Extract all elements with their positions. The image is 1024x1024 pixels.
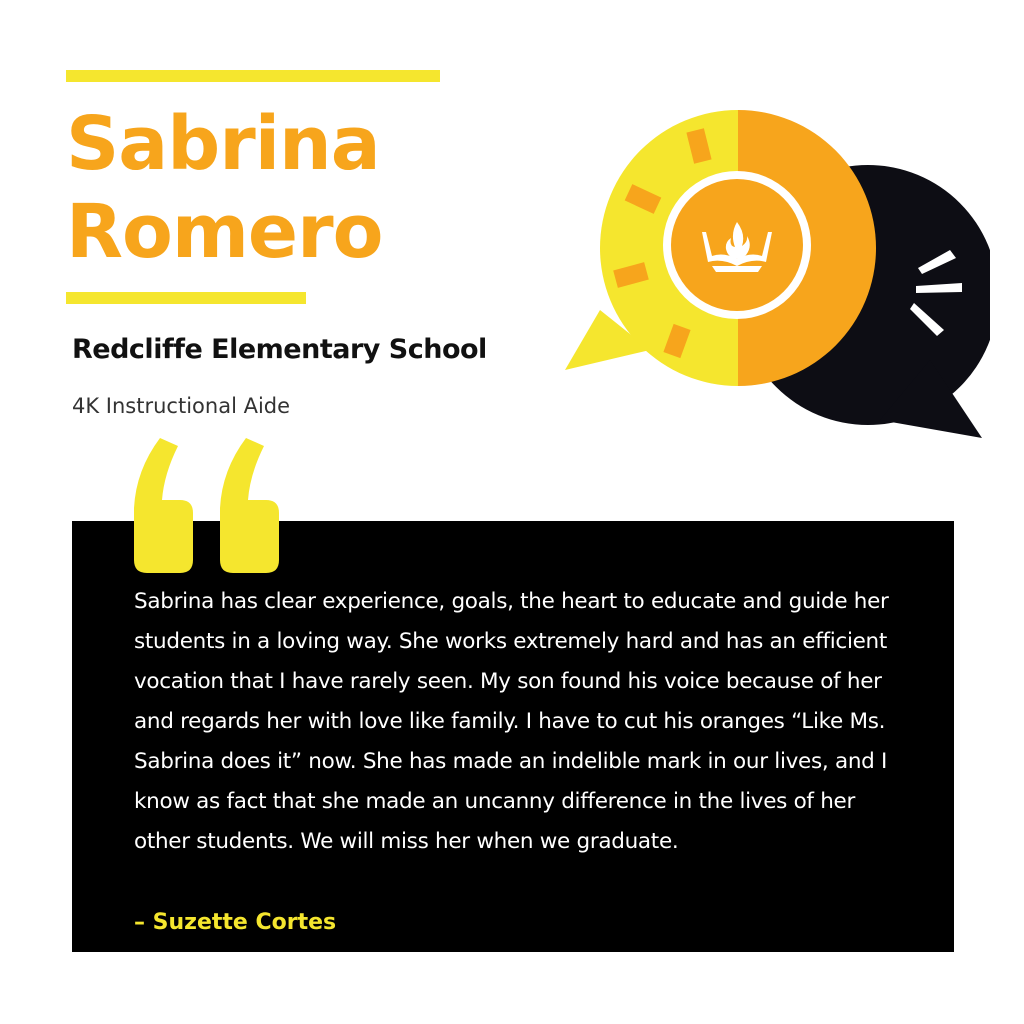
top-accent-bar bbox=[66, 70, 440, 82]
quote-mark-icon bbox=[130, 434, 290, 576]
school-name: Redcliffe Elementary School bbox=[72, 334, 487, 365]
person-name bbox=[66, 100, 382, 276]
first-name: Sabrina bbox=[66, 101, 380, 187]
testimonial-author: – Suzette Cortes bbox=[134, 910, 337, 935]
job-role: 4K Instructional Aide bbox=[72, 394, 291, 418]
last-name: Romero bbox=[66, 189, 383, 275]
book-flame-icon bbox=[663, 171, 811, 319]
testimonial-quote: Sabrina has clear experience, goals, the heart to educate and guide her students in a loving way. She works extremely hard and has an efficient vocation that I have rarely seen. My son found his voice because of her and regards her with love like family. I have to cut his oranges “Like Ms. Sabrina does it” now. She has made an indelible mark in our lives, and I know as fact that she made an uncanny difference in the lives of her other students. We will miss her when we graduate. bbox=[134, 589, 889, 854]
bottom-accent-bar bbox=[66, 292, 306, 304]
speech-bubble-logo bbox=[560, 104, 990, 454]
